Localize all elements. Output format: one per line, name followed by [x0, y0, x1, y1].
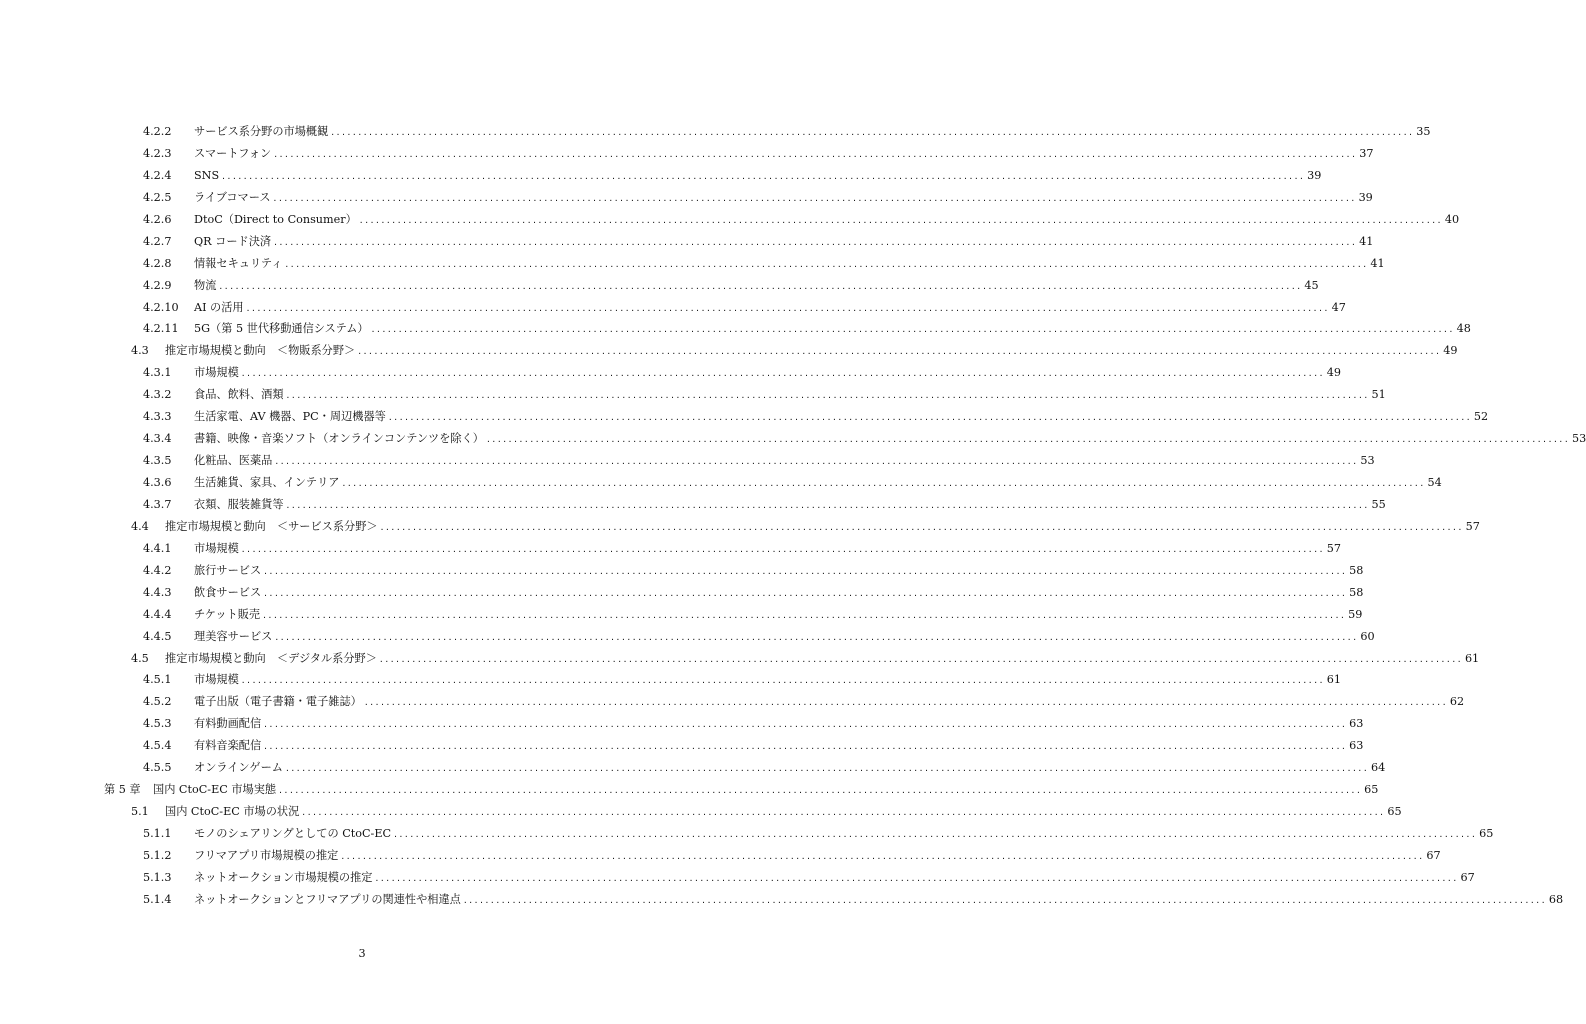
toc-entry-title: 情報セキュリティ: [194, 256, 283, 270]
toc-entry-number: 5.1.1: [143, 827, 172, 840]
toc-entry-title: 市場規模: [194, 366, 239, 380]
toc-entry[interactable]: [0, 384, 1386, 406]
toc-entry[interactable]: [0, 691, 1465, 713]
toc-entry-title: 旅行サービス: [194, 563, 262, 577]
toc-entry[interactable]: [0, 318, 1471, 340]
toc-entry-number: 4.2.10: [143, 300, 179, 314]
toc-entry-number: 4.4.3: [143, 585, 172, 599]
toc-entry-number: 4.4.4: [143, 607, 172, 621]
toc-entry[interactable]: [0, 121, 1431, 143]
dot-leader: ........................................................................................................................................................................................................: [240, 676, 1325, 686]
toc-entry-page: 40: [1444, 212, 1460, 226]
toc-entry-number: 4.4.1: [143, 541, 172, 555]
toc-entry-title: 物流: [194, 278, 217, 292]
toc-entry[interactable]: [0, 450, 1375, 472]
dot-leader: ........................................................................................................................................................................................................: [263, 742, 1347, 752]
toc-section-title: 推定市場規模と動向 ＜サービス系分野＞: [165, 519, 378, 533]
dot-leader: ........................................................................................................................................................................................................: [278, 786, 1362, 796]
toc-entry[interactable]: [0, 275, 1319, 297]
toc-entry[interactable]: [0, 428, 1586, 450]
dot-leader: ........................................................................................................................................................................................................: [370, 325, 1454, 335]
dot-leader: ........................................................................................................................................................................................................: [485, 435, 1570, 445]
toc-entry-number: 4.5.2: [143, 695, 172, 709]
toc-entry-number: 5.1.3: [143, 870, 172, 884]
toc-entry-title: ネットオークション市場規模の推定: [194, 870, 373, 884]
toc-entry-number: 4.3.5: [143, 454, 172, 468]
toc-entry-page: 51: [1371, 388, 1386, 402]
toc-entry-number: 4.5.1: [143, 673, 172, 687]
toc-entry-number: 4.3.3: [143, 410, 172, 424]
dot-leader: ........................................................................................................................................................................................................: [341, 479, 1425, 488]
dot-leader: ........................................................................................................................................................................................................: [387, 413, 1472, 423]
dot-leader: ........................................................................................................................................................................................................: [340, 851, 1424, 861]
toc-entry-title: 電子出版（電子書籍・電子雑誌）: [194, 695, 362, 709]
toc-entry-page: 58: [1349, 585, 1364, 599]
toc-entry-page: 47: [1331, 300, 1346, 314]
toc-entry-number: 5.1.4: [143, 892, 172, 906]
toc-entry-title: 有料音楽配信: [194, 739, 262, 753]
toc-entry[interactable]: [0, 297, 1346, 319]
toc-entry-title: 飲食サービス: [194, 585, 262, 599]
toc-section-title: 国内 CtoC-EC 市場の状況: [165, 805, 300, 819]
toc-entry[interactable]: [0, 362, 1342, 384]
toc-chapter-title: 国内 CtoC-EC 市場実態: [153, 783, 277, 797]
toc-entry-number: 4.3.7: [143, 497, 172, 511]
toc-entry-title: 生活家電、AV 機器、PC・周辺機器等: [194, 410, 386, 424]
toc-entry-number: 4.4.2: [143, 563, 172, 577]
toc-entry-page: 41: [1359, 234, 1374, 248]
toc-entry-title: 市場規模: [194, 541, 239, 555]
toc-entry-number: 4.3.4: [143, 432, 172, 446]
toc-entry-number: 4.2.7: [143, 234, 172, 248]
toc-entry-number: 4.5.5: [143, 761, 172, 775]
toc-entry-number: 4.2.9: [143, 278, 172, 292]
toc-section[interactable]: [0, 801, 1402, 823]
toc-entry[interactable]: [0, 867, 1475, 889]
toc-entry-page: 58: [1349, 563, 1364, 577]
dot-leader: ........................................................................................................................................................................................................: [358, 215, 1443, 225]
toc-section-page: 65: [1387, 805, 1402, 819]
toc-entry-page: 39: [1358, 190, 1373, 204]
dot-leader: ........................................................................................................................................................................................................: [284, 259, 1368, 269]
toc-entry-title: フリマアプリ市場規模の推定: [194, 848, 339, 862]
toc-entry[interactable]: [0, 889, 1564, 911]
toc-section-title: 推定市場規模と動向 ＜物販系分野＞: [165, 344, 356, 358]
toc-entry-title: SNS: [194, 168, 220, 182]
toc-section-title: 推定市場規模と動向 ＜デジタル系分野＞: [165, 651, 377, 665]
dot-leader: ........................................................................................................................................................................................................: [240, 369, 1325, 379]
toc-entry-title: 化粧品、医薬品: [194, 454, 273, 468]
toc-entry-title: オンラインゲーム: [194, 761, 283, 775]
toc-entry-title: 書籍、映像・音楽ソフト（オンラインコンテンツを除く）: [194, 432, 484, 446]
toc-entry[interactable]: [0, 823, 1494, 845]
dot-leader: ........................................................................................................................................................................................................: [462, 895, 1547, 905]
toc-entry-number: 4.2.11: [143, 322, 179, 336]
dot-leader: ........................................................................................................................................................................................................: [374, 873, 1458, 883]
toc-chapter[interactable]: [0, 779, 1379, 801]
toc-entry-title: サービス系分野の市場概観: [194, 125, 329, 138]
dot-leader: ........................................................................................................................................................................................................: [272, 193, 1356, 203]
toc-entry-number: 4.2.3: [143, 146, 172, 160]
toc-entry-page: 67: [1460, 870, 1475, 884]
toc-entry-page: 37: [1359, 146, 1374, 160]
dot-leader: ........................................................................................................................................................................................................: [378, 654, 1463, 664]
toc-entry-title: 有料動画配信: [194, 717, 262, 731]
toc-entry[interactable]: [0, 669, 1342, 691]
toc-entry[interactable]: [0, 494, 1386, 516]
toc-entry-page: 54: [1427, 476, 1442, 489]
dot-leader: ........................................................................................................................................................................................................: [285, 500, 1369, 510]
toc-entry[interactable]: [0, 845, 1441, 867]
dot-leader: ........................................................................................................................................................................................................: [379, 522, 1463, 532]
toc-entry-page: 53: [1572, 432, 1586, 446]
toc-entry-title: AI の活用: [194, 300, 244, 314]
dot-leader: ........................................................................................................................................................................................................: [273, 149, 1357, 159]
dot-leader: ........................................................................................................................................................................................................: [357, 347, 1441, 357]
toc-entry-page: 53: [1360, 454, 1375, 468]
toc-entry[interactable]: [0, 231, 1374, 253]
toc-entry-title: 衣類、服装雑貨等: [194, 497, 284, 511]
toc-entry[interactable]: [0, 406, 1489, 428]
toc-entry[interactable]: [0, 165, 1322, 187]
toc-entry-title: 理美容サービス: [194, 629, 273, 643]
toc-entry[interactable]: [0, 253, 1385, 275]
toc-entry-number: 4.2.6: [143, 212, 172, 226]
toc-entry-number: 4.3.6: [143, 476, 172, 489]
toc-entry-page: 63: [1349, 717, 1364, 731]
toc-entry-number: 4.3.2: [143, 388, 172, 402]
toc-entry-page: 49: [1326, 366, 1342, 380]
toc-entry[interactable]: [0, 143, 1374, 165]
dot-leader: ........................................................................................................................................................................................................: [263, 720, 1347, 730]
dot-leader: ........................................................................................................................................................................................................: [330, 128, 1414, 137]
toc-section-page: 49: [1443, 344, 1458, 358]
toc-entry-title: スマートフォン: [194, 146, 272, 160]
toc-entry-number: 4.2.4: [143, 168, 172, 182]
toc-entry[interactable]: [0, 209, 1460, 231]
toc-entry-page: 63: [1349, 739, 1364, 753]
dot-leader: ........................................................................................................................................................................................................: [274, 632, 1358, 642]
toc-entry-page: 60: [1360, 629, 1375, 643]
toc-entry-page: 62: [1449, 695, 1465, 709]
toc-entry-title: 生活雑貨、家具、インテリア: [194, 476, 340, 489]
toc-entry[interactable]: [0, 582, 1364, 604]
toc-entry-title: モノのシェアリングとしての CtoC-EC: [194, 827, 392, 840]
toc-entry-number: 5.1.2: [143, 848, 172, 862]
toc-entry-page: 41: [1370, 256, 1385, 270]
toc-entry-title: QR コード決済: [194, 234, 272, 248]
toc-entry[interactable]: [0, 472, 1442, 494]
toc-section-number: 4.4: [131, 519, 149, 533]
toc-entry[interactable]: [0, 757, 1386, 779]
toc-entry[interactable]: [0, 560, 1364, 582]
toc-entry-number: 4.2.5: [143, 190, 172, 204]
toc-entry-number: 4.4.5: [143, 629, 172, 643]
table-of-contents: [0, 121, 1586, 911]
toc-entry-title: 5G（第 5 世代移動通信システム）: [194, 322, 369, 336]
toc-entry-page: 65: [1479, 827, 1494, 840]
toc-entry-number: 4.2.2: [143, 125, 172, 138]
toc-entry[interactable]: [0, 735, 1364, 757]
dot-leader: ........................................................................................................................................................................................................: [285, 391, 1369, 401]
toc-entry[interactable]: [0, 713, 1364, 735]
toc-entry-page: 57: [1326, 541, 1342, 555]
dot-leader: ........................................................................................................................................................................................................: [301, 808, 1385, 818]
dot-leader: ........................................................................................................................................................................................................: [263, 566, 1347, 576]
toc-entry-page: 55: [1371, 497, 1386, 511]
toc-entry[interactable]: [0, 604, 1363, 626]
dot-leader: ........................................................................................................................................................................................................: [393, 830, 1477, 839]
toc-entry-page: 39: [1307, 168, 1322, 182]
toc-section[interactable]: [0, 340, 1458, 362]
toc-section-number: 4.3: [131, 344, 149, 358]
toc-entry-number: 4.3.1: [143, 366, 172, 380]
toc-section[interactable]: [0, 516, 1480, 538]
toc-entry-page: 68: [1548, 892, 1564, 906]
toc-section-number: 4.5: [131, 651, 149, 665]
dot-leader: ........................................................................................................................................................................................................: [262, 610, 1346, 620]
toc-entry-number: 4.2.8: [143, 256, 172, 270]
toc-entry[interactable]: [0, 626, 1375, 648]
toc-entry-title: 食品、飲料、酒類: [194, 388, 284, 402]
toc-section-page: 57: [1465, 519, 1480, 533]
toc-entry[interactable]: [0, 538, 1342, 560]
toc-section-page: 61: [1464, 651, 1480, 665]
toc-entry-page: 64: [1370, 761, 1386, 775]
toc-entry-page: 59: [1348, 607, 1363, 621]
toc-entry-title: ネットオークションとフリマアプリの関連性や相違点: [194, 892, 461, 906]
dot-leader: ........................................................................................................................................................................................................: [263, 588, 1347, 598]
toc-entry-page: 48: [1456, 322, 1471, 336]
toc-entry-page: 35: [1416, 125, 1431, 138]
dot-leader: ........................................................................................................................................................................................................: [274, 457, 1358, 467]
toc-chapter-page: 65: [1364, 783, 1379, 797]
dot-leader: ........................................................................................................................................................................................................: [273, 237, 1357, 247]
dot-leader: ........................................................................................................................................................................................................: [363, 698, 1448, 708]
dot-leader: ........................................................................................................................................................................................................: [245, 303, 1329, 313]
toc-chapter-number: 第 5 章: [104, 783, 141, 797]
dot-leader: ........................................................................................................................................................................................................: [240, 544, 1325, 554]
dot-leader: ........................................................................................................................................................................................................: [218, 281, 1302, 291]
toc-entry-page: 61: [1326, 673, 1342, 687]
toc-section-number: 5.1: [131, 805, 149, 819]
toc-entry-page: 67: [1426, 848, 1441, 862]
toc-entry-number: 4.5.3: [143, 717, 172, 731]
toc-entry-page: 45: [1304, 278, 1319, 292]
toc-entry[interactable]: [0, 187, 1373, 209]
toc-entry-title: チケット販売: [194, 607, 261, 621]
toc-entry-title: DtoC（Direct to Consumer）: [194, 212, 357, 226]
dot-leader: ........................................................................................................................................................................................................: [221, 171, 1305, 181]
dot-leader: ........................................................................................................................................................................................................: [284, 764, 1369, 774]
page-number: 3: [358, 947, 366, 960]
toc-entry-page: 52: [1473, 410, 1489, 424]
toc-entry-number: 4.5.4: [143, 739, 172, 753]
toc-entry-title: ライブコマース: [194, 190, 271, 204]
toc-section[interactable]: [0, 648, 1480, 670]
toc-entry-title: 市場規模: [194, 673, 239, 687]
